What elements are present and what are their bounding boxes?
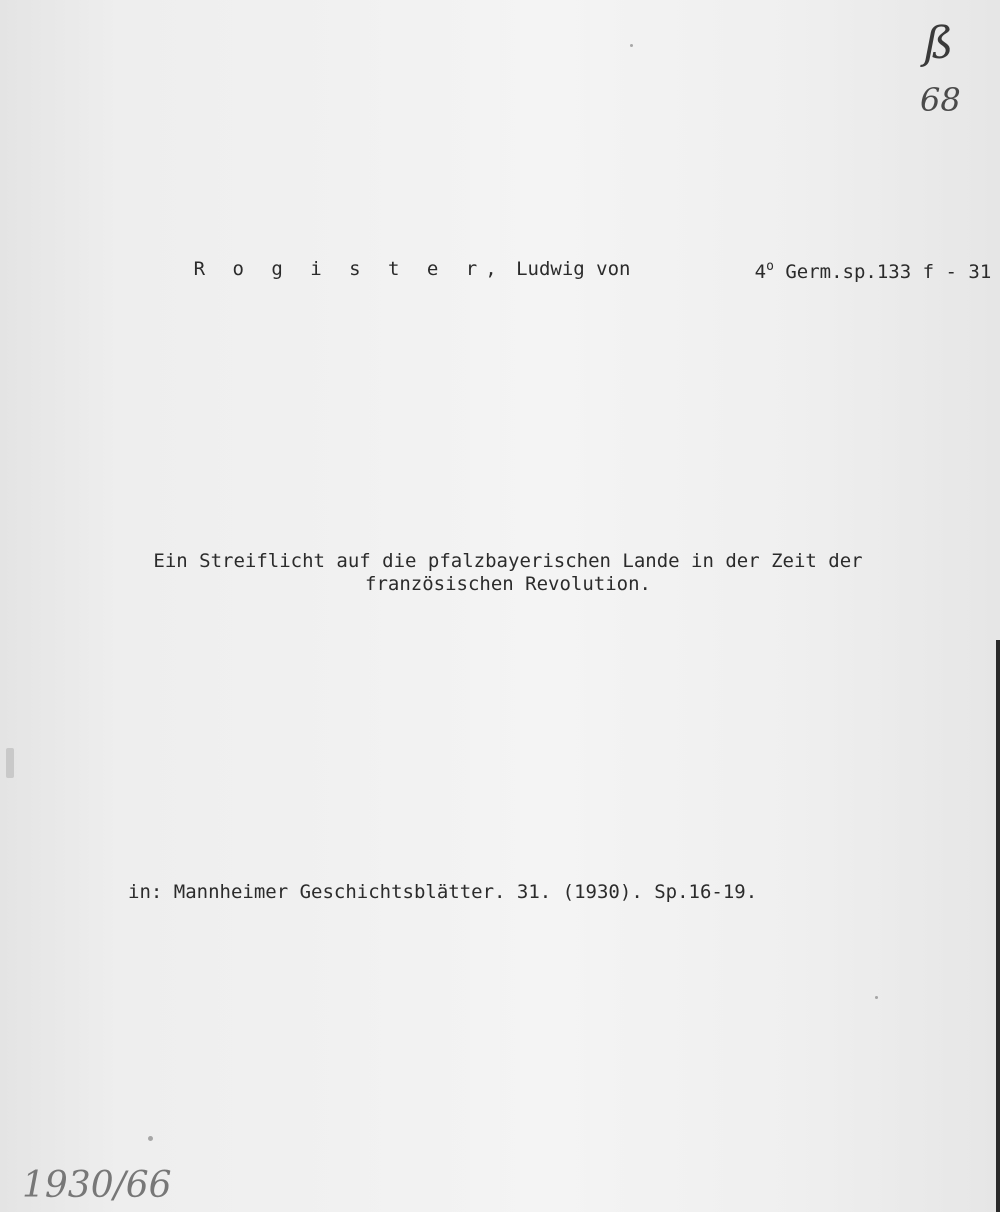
dust-speck — [6, 748, 14, 778]
card-number-mark: 68 — [920, 81, 961, 119]
sigil-mark: ß — [924, 18, 954, 69]
title-line-2: französischen Revolution. — [365, 573, 651, 595]
shelfmark-prefix: 4 — [754, 261, 767, 283]
dust-speck — [875, 996, 878, 999]
accession-number-mark: 1930/66 — [22, 1165, 172, 1206]
source-citation: in: Mannheimer Geschichtsblätter. 31. (1930). Sp.16-19. — [128, 881, 758, 903]
dust-speck — [148, 1136, 153, 1141]
title-line-1: Ein Streiflicht auf die pfalzbayerischen Lande in der Zeit der — [153, 550, 863, 572]
shelfmark — [686, 241, 991, 301]
author-given-name: Ludwig von — [504, 258, 631, 280]
shelfmark-degree: o — [766, 259, 774, 274]
author-name — [125, 241, 631, 298]
card-edge-shadow — [996, 640, 1000, 1212]
shelfmark-rest: Germ.sp.133 f - 31 — [773, 261, 992, 283]
dust-speck — [630, 44, 633, 47]
author-surname: R o g i s t e r, — [193, 258, 505, 280]
